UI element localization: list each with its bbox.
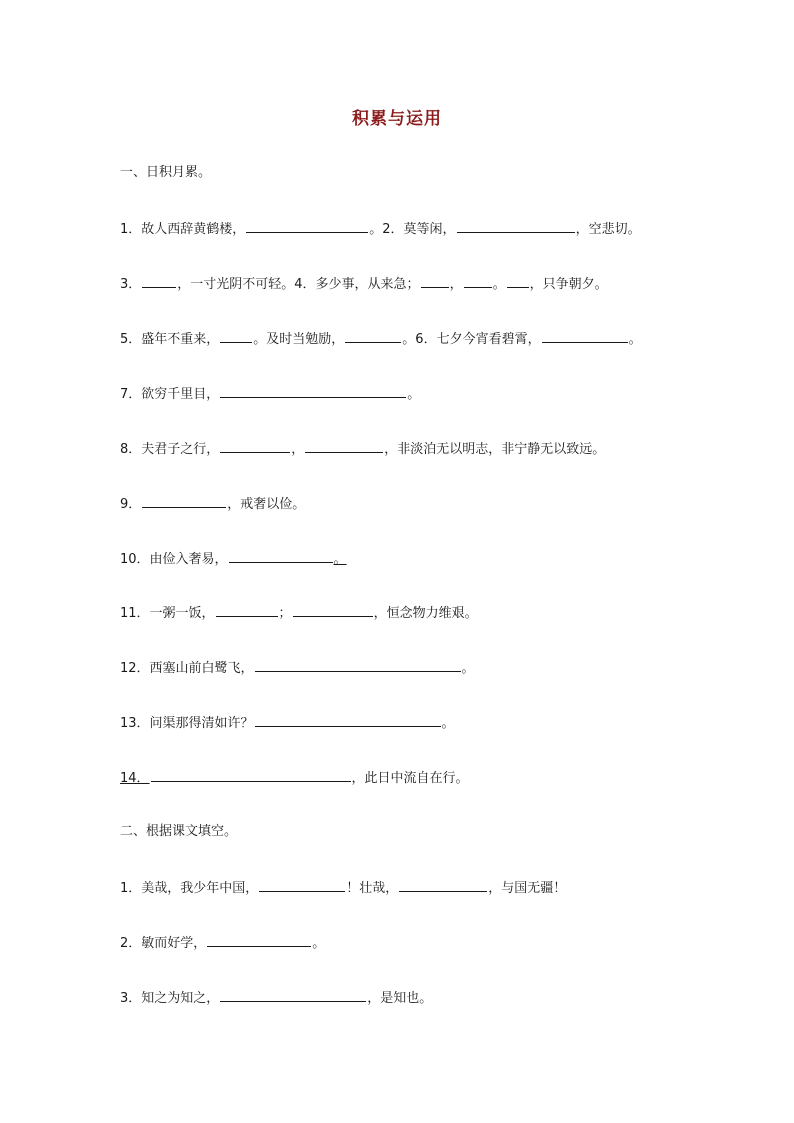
question-text: ，戒奢以俭。 — [227, 497, 306, 512]
question-text: 9． — [120, 497, 142, 512]
question-text: 11．一粥一饭， — [120, 606, 215, 621]
question-text: ，空悲切。 — [575, 222, 641, 237]
answer-blank[interactable] — [399, 877, 487, 892]
answer-blank[interactable] — [220, 328, 252, 343]
question-text: 。 — [492, 277, 506, 292]
question-text: ， — [291, 442, 305, 457]
question-text: ，非淡泊无以明志，非宁静无以致远。 — [384, 442, 606, 457]
question-text: ， — [449, 277, 463, 292]
question-text: 。 — [461, 661, 475, 676]
question-13 — [120, 712, 455, 734]
answer-blank[interactable] — [142, 493, 226, 508]
question-8 — [120, 438, 605, 460]
answer-blank[interactable] — [229, 548, 333, 563]
question-text: 1．美哉，我少年中国， — [120, 881, 259, 896]
answer-blank[interactable] — [507, 273, 529, 288]
question-text: 。2．莫等闲， — [369, 222, 456, 237]
answer-blank[interactable] — [246, 218, 368, 233]
section-2-heading: 二、根据课文填空。 — [120, 824, 238, 839]
answer-blank[interactable] — [457, 218, 575, 233]
question-text: 8．夫君子之行， — [120, 442, 220, 457]
question-7 — [120, 383, 420, 405]
answer-blank[interactable] — [305, 438, 383, 453]
question-text: ，是知也。 — [367, 991, 433, 1006]
question-text: 5．盛年不重来， — [120, 332, 220, 347]
answer-blank[interactable] — [259, 877, 345, 892]
question-text: 1．故人西辞黄鹤楼， — [120, 222, 246, 237]
fill-question-2 — [120, 932, 325, 954]
question-text: ，只争朝夕。 — [529, 277, 608, 292]
fill-question-3 — [120, 987, 432, 1009]
question-9 — [120, 493, 305, 515]
question-text: 。 — [312, 936, 326, 951]
section-1-heading: 一、日积月累。 — [120, 165, 212, 180]
answer-blank[interactable] — [142, 273, 176, 288]
fill-question-1 — [120, 877, 566, 899]
answer-blank[interactable] — [421, 273, 449, 288]
question-text: 。 — [407, 387, 421, 402]
question-12 — [120, 657, 475, 679]
question-text: 3．知之为知之， — [120, 991, 220, 1006]
question-11 — [120, 602, 478, 624]
question-text: 14． — [120, 771, 150, 786]
question-text: ，与国无疆！ — [488, 881, 567, 896]
answer-blank[interactable] — [464, 273, 492, 288]
question-text: 13．问渠那得清如许？ — [120, 716, 254, 731]
answer-blank[interactable] — [220, 438, 290, 453]
answer-blank[interactable] — [220, 383, 406, 398]
question-5-6 — [120, 328, 642, 350]
question-text: ； — [278, 606, 292, 621]
answer-blank[interactable] — [345, 328, 401, 343]
question-text: 3． — [120, 277, 142, 292]
question-text: ，恒念物力维艰。 — [373, 606, 478, 621]
answer-blank[interactable] — [255, 657, 461, 672]
question-text: 。 — [628, 332, 642, 347]
question-text: 12．西塞山前白鹭飞， — [120, 661, 254, 676]
question-text: 。 — [333, 552, 347, 567]
answer-blank[interactable] — [255, 712, 441, 727]
question-14 — [120, 767, 469, 789]
question-text: ！壮哉， — [346, 881, 399, 896]
question-text: 10．由俭入奢易， — [120, 552, 228, 567]
answer-blank[interactable] — [542, 328, 628, 343]
answer-blank[interactable] — [207, 932, 311, 947]
question-3-4 — [120, 273, 608, 295]
question-text: 。 — [441, 716, 455, 731]
question-text: 。6．七夕今宵看碧霄， — [402, 332, 541, 347]
page-title: 积累与运用 — [352, 109, 442, 129]
question-10 — [120, 548, 347, 570]
question-1-2 — [120, 218, 641, 240]
answer-blank[interactable] — [151, 767, 351, 782]
question-text: ，一寸光阴不可轻。4．多少事，从来急； — [177, 277, 420, 292]
answer-blank[interactable] — [216, 602, 278, 617]
answer-blank[interactable] — [293, 602, 373, 617]
answer-blank[interactable] — [220, 987, 366, 1002]
question-text: 。及时当勉励， — [253, 332, 345, 347]
question-text: 7．欲穷千里目， — [120, 387, 220, 402]
question-text: 2．敏而好学， — [120, 936, 207, 951]
question-text: ，此日中流自在行。 — [351, 771, 469, 786]
